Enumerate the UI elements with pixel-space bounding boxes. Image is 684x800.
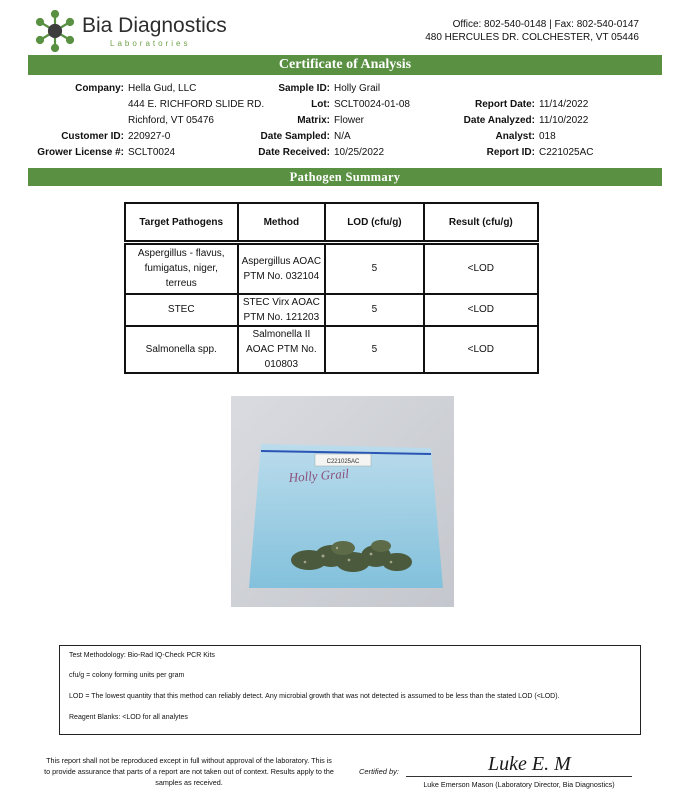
result-cell: <LOD [424,294,538,326]
table-row [125,326,538,373]
lot-label: Lot: [311,99,330,110]
certificate-title: Certificate of Analysis [28,55,662,75]
cfu-definition: cfu/g = colony forming units per gram [69,672,185,679]
pathogen-cell: Aspergillus - flavus, fumigatus, niger, terreus [125,243,238,294]
company-subtitle: Laboratories [110,39,191,48]
method-cell: STEC Virx AOAC PTM No. 121203 [238,294,326,326]
matrix-label: Matrix: [297,115,330,126]
date-received-value: 10/25/2022 [334,147,385,158]
address-line2: Richford, VT 05476 [128,115,214,126]
contact-phone-fax: Office: 802-540-0148 | Fax: 802-540-0147 [452,19,639,30]
table-row [125,243,538,294]
customer-id-label: Customer ID: [61,131,124,142]
header-result: Result (cfu/g) [424,203,538,243]
date-analyzed-label: Date Analyzed: [463,115,535,126]
sample-photo [231,396,454,607]
signer-name: Luke Emerson Mason (Laboratory Director, Bia Diagnostics) [423,780,615,789]
grower-license-value: SCLT0024 [128,147,176,158]
grower-license-label: Grower License #: [37,147,124,158]
method-cell: Aspergillus AOAC PTM No. 032104 [238,243,326,294]
lod-cell: 5 [325,294,423,326]
sample-id-label: Sample ID: [278,83,330,94]
signature-line [406,776,632,777]
test-methodology: Test Methodology: Bio-Rad IQ-Check PCR Kits [69,652,215,659]
header-lod: LOD (cfu/g) [325,203,423,243]
date-sampled-value: N/A [334,131,351,142]
disclaimer: This report shall not be reproduced except in full without approval of the laboratory. This is to provide assurance that parts of a report are not taken out of context. Results apply to the samples as received. [44,756,334,787]
bia-logo-icon [34,10,76,52]
table-header-row [125,203,538,243]
customer-id-value: 220927-0 [128,131,171,142]
methodology-notes [59,645,641,735]
header-target-pathogens: Target Pathogens [125,203,238,243]
lod-cell: 5 [325,243,423,294]
contact-address: 480 HERCULES DR. COLCHESTER, VT 05446 [425,32,639,43]
lod-cell: 5 [325,326,423,373]
matrix-value: Flower [334,115,365,126]
bag-handwriting-text: Holly Grail [288,465,350,485]
lot-value: SCLT0024-01-08 [334,99,410,110]
table-row [125,294,538,326]
sample-id-value: Holly Grail [334,83,381,94]
pathogen-summary-title: Pathogen Summary [28,168,662,186]
result-cell: <LOD [424,243,538,294]
company-name: Bia Diagnostics [82,14,227,37]
report-date-value: 11/14/2022 [539,99,589,110]
date-analyzed-value: 11/10/2022 [539,115,589,126]
pathogen-cell: Salmonella spp. [125,326,238,373]
bag-label-text: C221025AC [326,459,360,465]
certified-by-label: Certified by: [359,767,400,776]
signature [486,746,576,776]
analyst-value: 018 [539,131,556,142]
company-value: Hella Gud, LLC [128,83,197,94]
date-sampled-label: Date Sampled: [260,131,330,142]
header-method: Method [238,203,326,243]
address-line1: 444 E. RICHFORD SLIDE RD. [128,99,265,110]
report-date-label: Report Date: [474,99,535,110]
reagent-blanks: Reagent Blanks: <LOD for all analytes [69,714,188,721]
report-id-value: C221025AC [539,147,594,158]
signature-text: Luke E. M [488,753,571,775]
report-id-label: Report ID: [486,147,535,158]
analyst-label: Analyst: [495,131,535,142]
company-label: Company: [75,83,124,94]
method-cell: Salmonella II AOAC PTM No. 010803 [238,326,326,373]
result-cell: <LOD [424,326,538,373]
pathogen-cell: STEC [125,294,238,326]
pathogen-table [124,202,539,374]
date-received-label: Date Received: [258,147,330,158]
lod-definition: LOD = The lowest quantity that this method can reliably detect. Any microbial growth that was not detected is assumed to be less than the stated LOD (<LOD). [69,693,560,700]
